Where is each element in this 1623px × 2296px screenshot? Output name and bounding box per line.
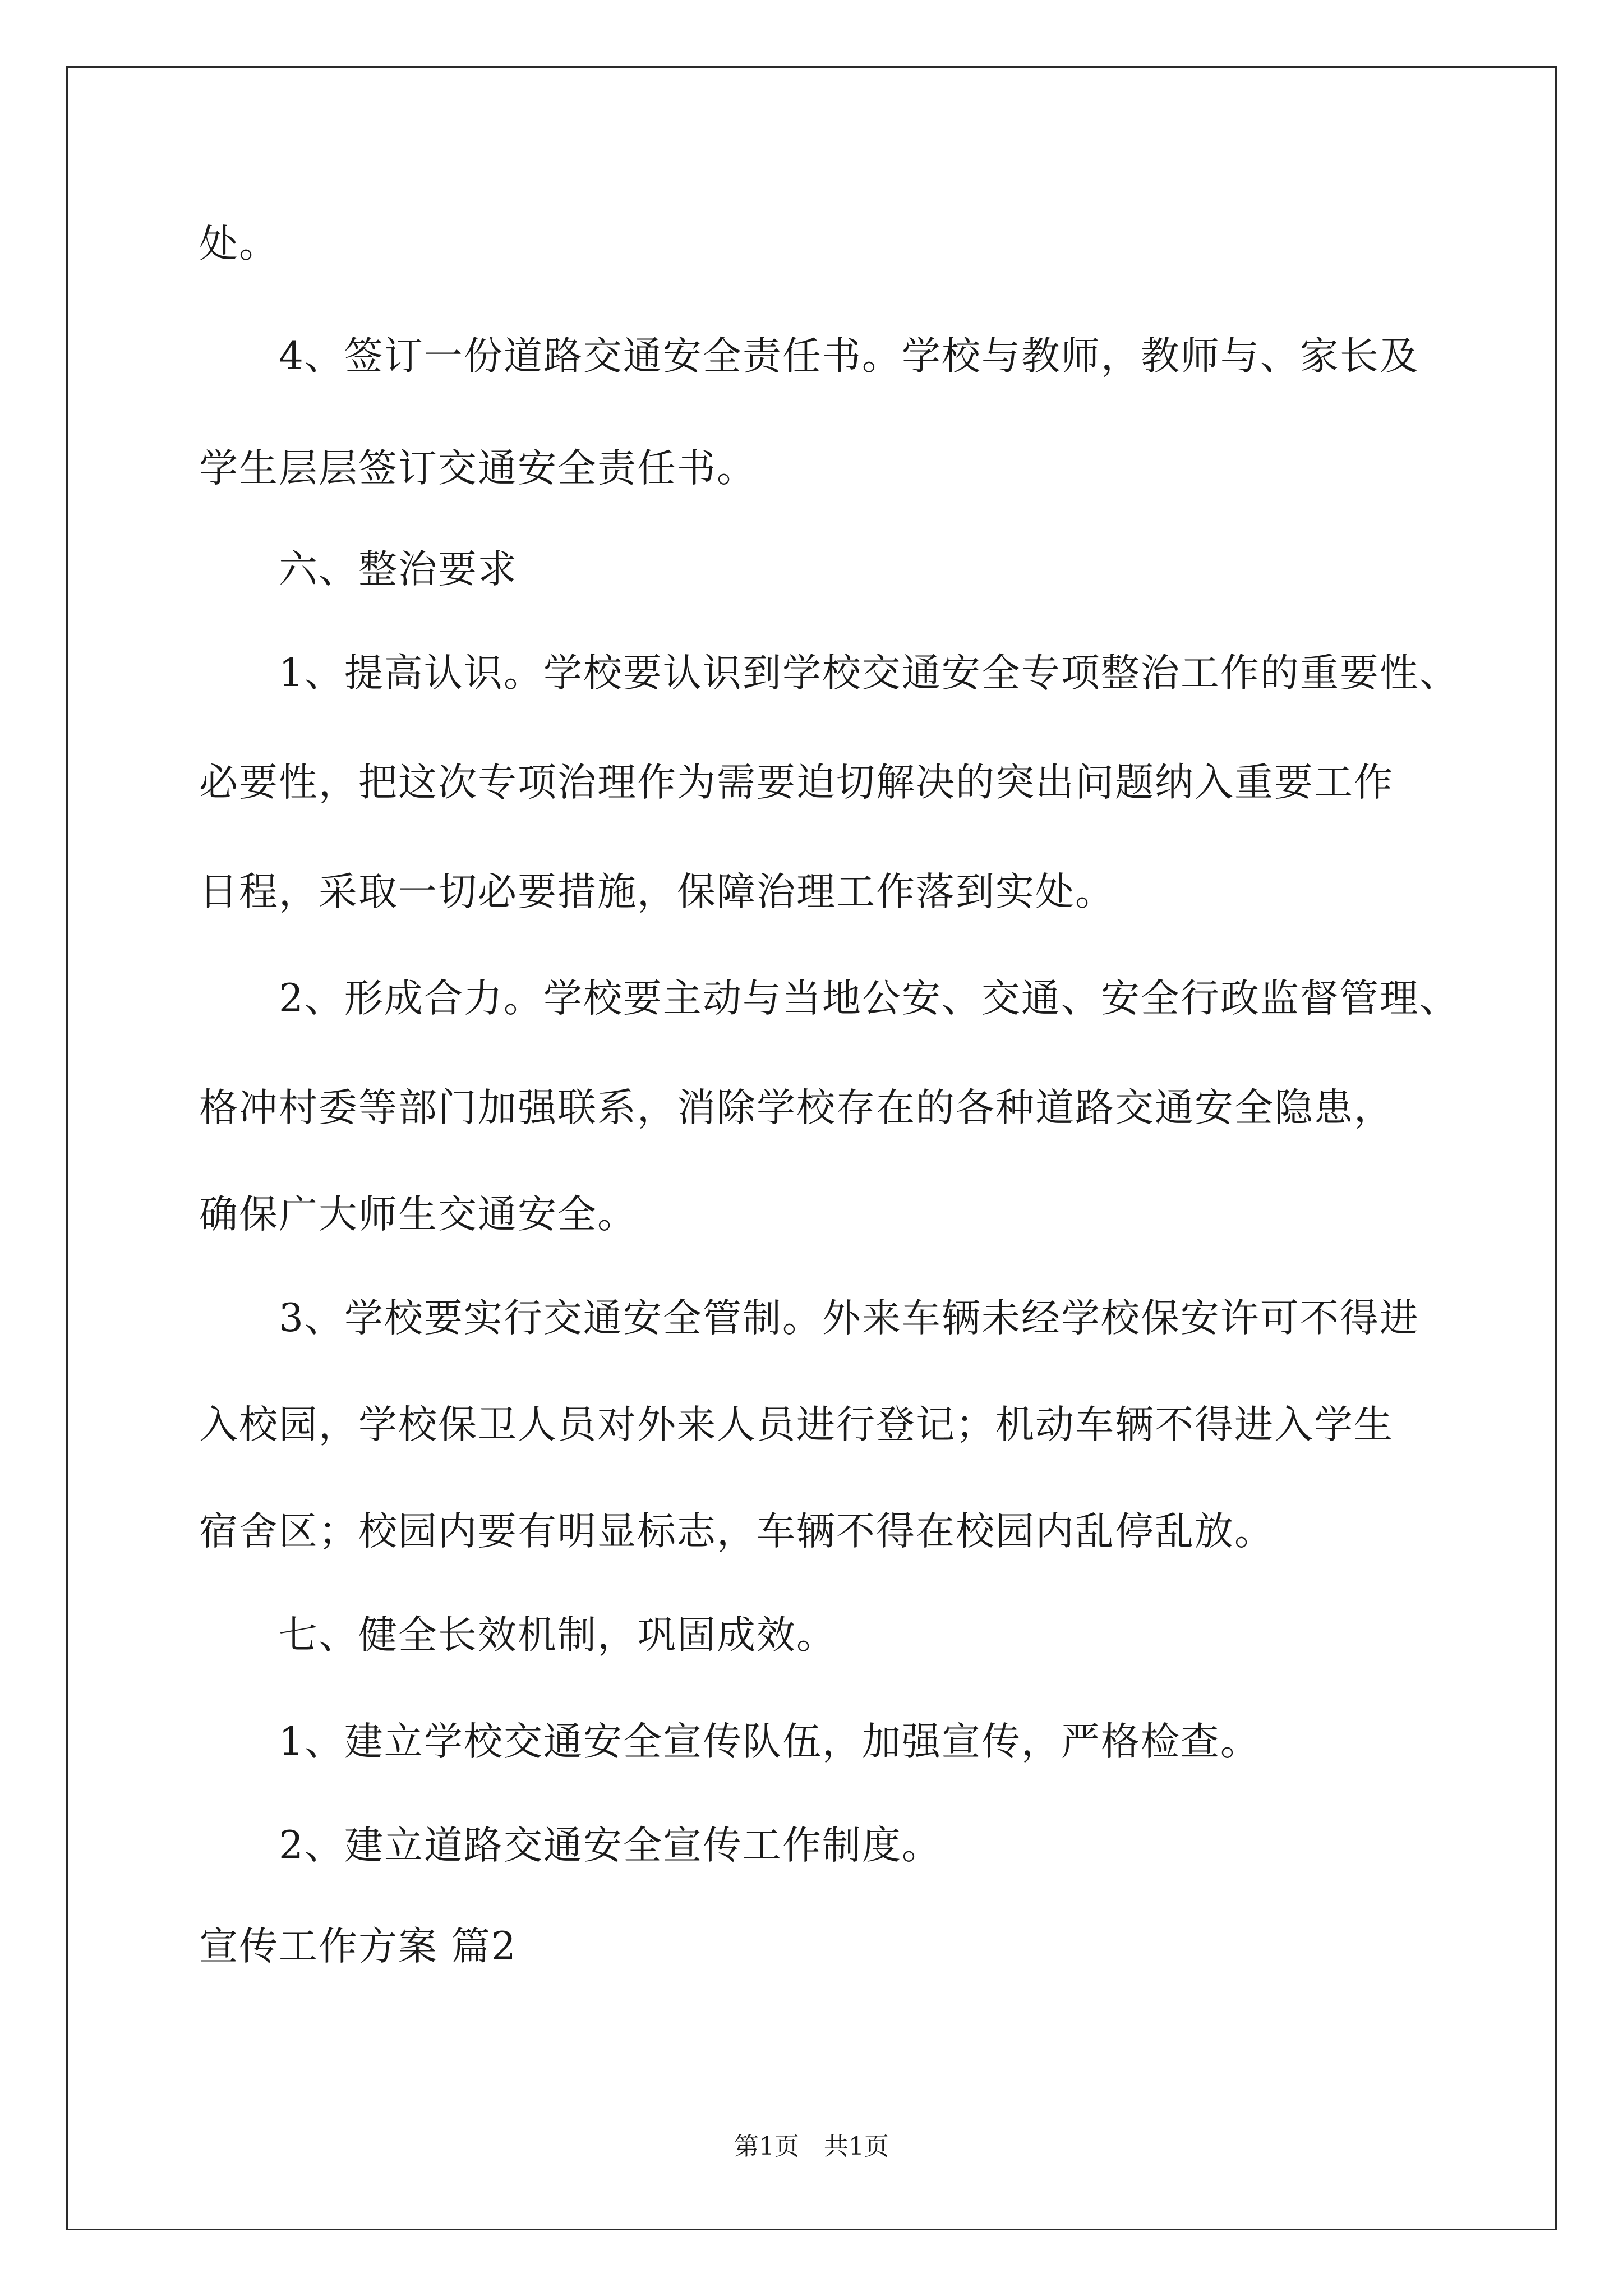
text-line: 4、签订一份道路交通安全责任书。学校与教师，教师与、家长及 [199, 334, 1419, 379]
text-line: 2、形成合力。学校要主动与当地公安、交通、安全行政监督管理、 [199, 976, 1459, 1021]
text-line: 确保广大师生交通安全。 [199, 1192, 637, 1237]
text-line: 3、学校要实行交通安全管制。外来车辆未经学校保安许可不得进 [199, 1296, 1419, 1341]
page-border [66, 66, 1557, 2230]
section-heading: 七、健全长效机制，巩固成效。 [199, 1613, 836, 1658]
text-line: 日程，采取一切必要措施，保障治理工作落到实处。 [199, 869, 1115, 914]
text-line: 1、建立学校交通安全宣传队伍，加强宣传，严格检查。 [199, 1719, 1260, 1764]
text-line: 学生层层签订交通安全责任书。 [199, 446, 757, 491]
text-line: 必要性，把这次专项治理作为需要迫切解决的突出问题纳入重要工作 [199, 760, 1394, 805]
document-subtitle: 宣传工作方案 篇2 [199, 1924, 517, 1969]
text-line: 处。 [199, 222, 279, 266]
section-heading: 六、整治要求 [199, 547, 518, 592]
text-line: 入校园，学校保卫人员对外来人员进行登记；机动车辆不得进入学生 [199, 1402, 1394, 1447]
text-line: 2、建立道路交通安全宣传工作制度。 [199, 1823, 942, 1868]
text-line: 1、提高认识。学校要认识到学校交通安全专项整治工作的重要性、 [199, 651, 1459, 696]
text-line: 格冲村委等部门加强联系，消除学校存在的各种道路交通安全隐患， [199, 1085, 1394, 1130]
text-line: 宿舍区；校园内要有明显标志，车辆不得在校园内乱停乱放。 [199, 1509, 1274, 1554]
page-footer: 第1页 共1页 [734, 2132, 889, 2161]
